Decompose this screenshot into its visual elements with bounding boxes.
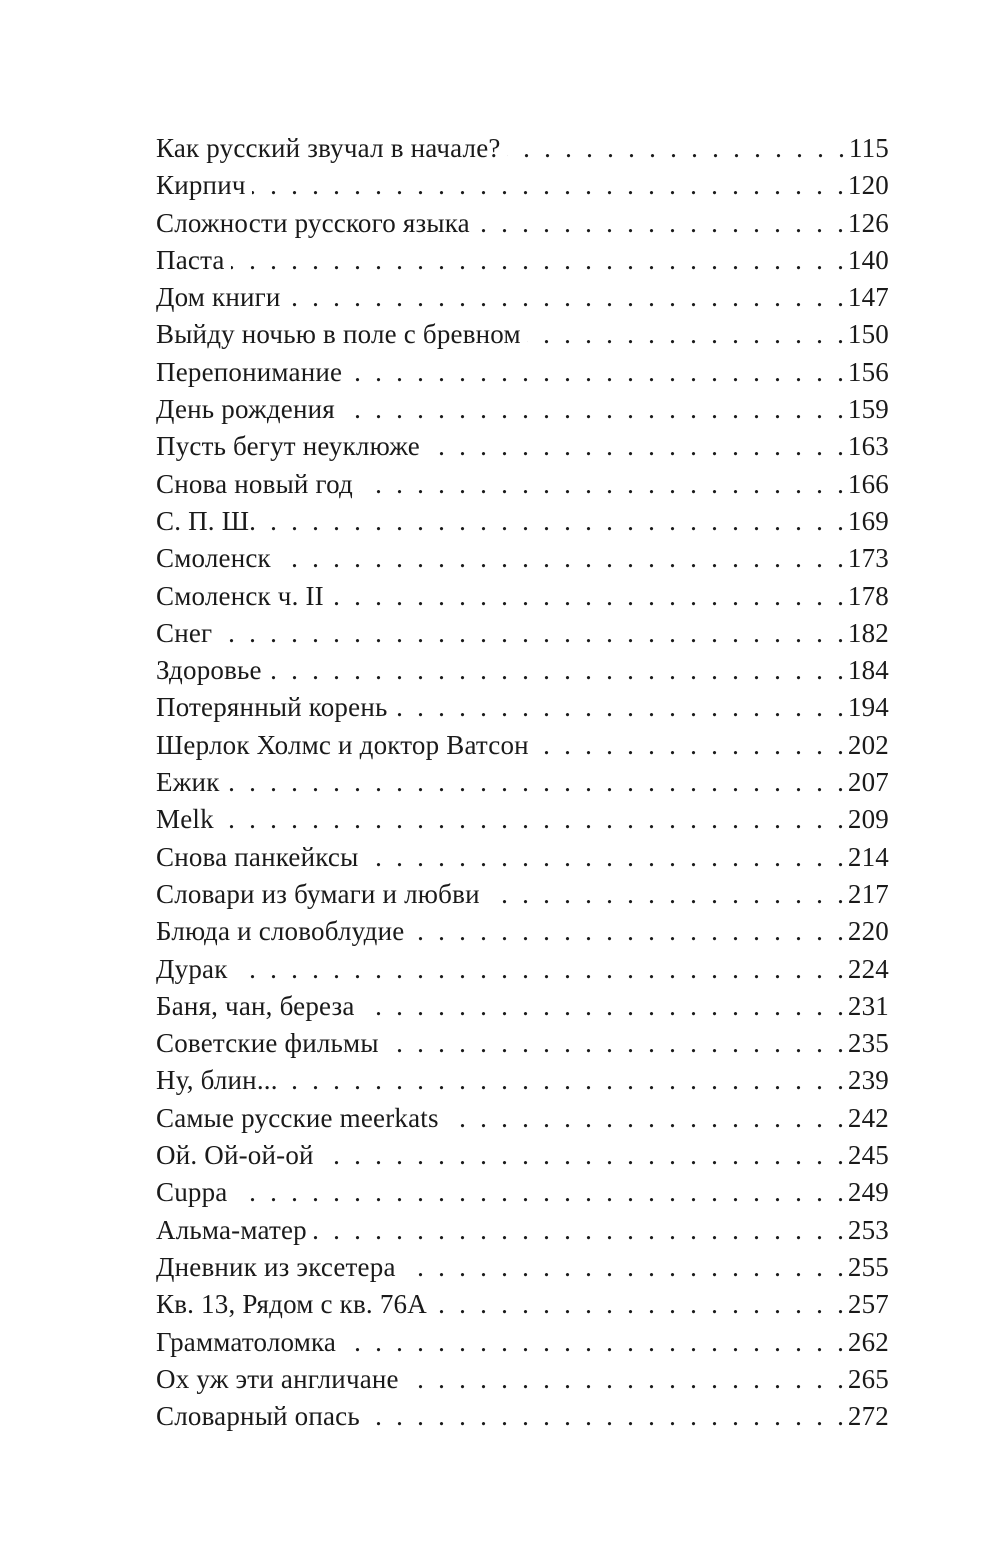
toc-entry[interactable] (156, 1398, 889, 1435)
toc-entry-page: 209 (847, 804, 889, 835)
toc-entry-title: Блюда и словоблудие (156, 916, 405, 947)
dot-leader (234, 1174, 844, 1211)
toc-entry-title: Смоленск ч. II (156, 580, 324, 611)
toc-entry-title: Словарный опась (156, 1401, 360, 1432)
dot-leader (507, 130, 845, 167)
toc-entry-page: 217 (847, 878, 889, 909)
toc-entry[interactable] (156, 615, 889, 652)
toc-entry-page: 272 (847, 1401, 889, 1432)
toc-entry-title: Ежик (156, 767, 220, 798)
toc-entry-page: 242 (847, 1102, 889, 1133)
toc-entry[interactable] (156, 876, 889, 913)
dot-leader (426, 428, 844, 465)
toc-entry-title: Снова панкейксы (156, 841, 359, 872)
toc-entry[interactable] (156, 951, 889, 988)
toc-entry-page: 194 (847, 692, 889, 723)
toc-entry-page: 224 (847, 953, 889, 984)
toc-entry-page: 147 (847, 282, 889, 313)
dot-leader (402, 1249, 844, 1286)
toc-entry-page: 184 (847, 655, 889, 686)
dot-leader (385, 1025, 844, 1062)
toc-entry[interactable] (156, 1174, 889, 1211)
toc-entry-page: 173 (847, 543, 889, 574)
toc-entry[interactable] (156, 652, 889, 689)
toc-entry-title: Смоленск (156, 543, 271, 574)
toc-entry-title: Ну, блин... (156, 1065, 278, 1096)
dot-leader (220, 801, 844, 838)
toc-entry-title: Снег (156, 617, 213, 648)
toc-entry-title: Выйду ночью в поле с бревном (156, 319, 521, 350)
toc-entry-page: 150 (847, 319, 889, 350)
dot-leader (320, 1137, 844, 1174)
toc-entry-title: Ох уж эти англичане (156, 1363, 399, 1394)
dot-leader (410, 913, 843, 950)
dot-leader (287, 279, 844, 316)
toc-entry-title: День рождения (156, 394, 335, 425)
dot-leader (476, 205, 844, 242)
toc-entry-page: 140 (847, 244, 889, 275)
toc-entry-title: Снова новый год (156, 468, 353, 499)
toc-entry-title: Cuppa (156, 1177, 228, 1208)
toc-entry-page: 257 (847, 1289, 889, 1320)
toc-entry-title: Перепонимание (156, 356, 343, 387)
toc-entry-page: 120 (847, 170, 889, 201)
toc-entry-page: 220 (847, 916, 889, 947)
toc-entry-title: Паста (156, 244, 225, 275)
dot-leader (284, 1062, 844, 1099)
dot-leader (433, 1286, 844, 1323)
toc-entry[interactable] (156, 839, 889, 876)
dot-leader (252, 167, 844, 204)
toc-entry-title: Советские фильмы (156, 1028, 379, 1059)
toc-entry[interactable] (156, 167, 889, 204)
toc-entry[interactable] (156, 727, 889, 764)
toc-entry-page: 156 (847, 356, 889, 387)
table-of-contents (156, 130, 889, 1435)
dot-leader (405, 1361, 844, 1398)
toc-entry[interactable] (156, 205, 889, 242)
toc-entry[interactable] (156, 242, 889, 279)
dot-leader (342, 1324, 844, 1361)
dot-leader (393, 689, 843, 726)
toc-entry-page: 202 (847, 729, 889, 760)
dot-leader (361, 988, 844, 1025)
toc-entry-page: 239 (847, 1065, 889, 1096)
toc-entry-title: Кирпич (156, 170, 246, 201)
toc-entry-title: Пусть бегут неуклюже (156, 431, 420, 462)
toc-entry-page: 166 (847, 468, 889, 499)
toc-entry-title: Кв. 13, Рядом с кв. 76А (156, 1289, 427, 1320)
toc-entry-page: 235 (847, 1028, 889, 1059)
toc-entry[interactable] (156, 1062, 889, 1099)
toc-entry[interactable] (156, 1212, 889, 1249)
toc-entry[interactable] (156, 578, 889, 615)
toc-entry-title: Самые русские meerkats (156, 1102, 439, 1133)
toc-entry-page: 245 (847, 1140, 889, 1171)
toc-entry[interactable] (156, 1324, 889, 1361)
toc-entry[interactable] (156, 913, 889, 950)
toc-entry-title: Дурак (156, 953, 228, 984)
dot-leader (313, 1212, 844, 1249)
toc-entry[interactable] (156, 540, 889, 577)
dot-leader (330, 578, 844, 615)
toc-entry[interactable] (156, 1137, 889, 1174)
dot-leader (527, 316, 844, 353)
dot-leader (262, 503, 844, 540)
toc-entry[interactable] (156, 503, 889, 540)
toc-entry-title: Грамматоломка (156, 1326, 337, 1357)
toc-entry-page: 255 (847, 1251, 889, 1282)
toc-entry-title: Словари из бумаги и любви (156, 878, 480, 909)
dot-leader (234, 951, 844, 988)
toc-entry-page: 178 (847, 580, 889, 611)
toc-entry-title: Сложности русского языка (156, 207, 470, 238)
toc-entry-title: Потерянный корень (156, 692, 388, 723)
toc-entry[interactable] (156, 130, 889, 167)
toc-entry-page: 159 (847, 394, 889, 425)
toc-entry-title: Баня, чан, береза (156, 990, 355, 1021)
toc-entry-page: 249 (847, 1177, 889, 1208)
toc-entry-title: Ой. Ой-ой-ой (156, 1140, 314, 1171)
toc-entry-page: 115 (848, 133, 889, 163)
toc-entry-page: 231 (847, 990, 889, 1021)
toc-entry-title: Как русский звучал в начале? (156, 133, 501, 163)
toc-entry-page: 262 (847, 1326, 889, 1357)
toc-entry[interactable] (156, 316, 889, 353)
toc-entry[interactable] (156, 1249, 889, 1286)
toc-entry[interactable] (156, 988, 889, 1025)
dot-leader (366, 1398, 844, 1435)
dot-leader (486, 876, 844, 913)
dot-leader (535, 727, 844, 764)
toc-entry-title: Шерлок Холмс и доктор Ватсон (156, 729, 529, 760)
toc-entry-page: 253 (847, 1214, 889, 1245)
toc-entry-page: 182 (847, 617, 889, 648)
toc-entry-title: Дневник из эксетера (156, 1251, 396, 1282)
toc-entry[interactable] (156, 466, 889, 503)
dot-leader (268, 652, 844, 689)
toc-entry[interactable] (156, 391, 889, 428)
toc-entry-page: 214 (847, 841, 889, 872)
toc-entry-title: Дом книги (156, 282, 281, 313)
dot-leader (364, 839, 843, 876)
toc-entry-page: 126 (847, 207, 889, 238)
toc-entry[interactable] (156, 1025, 889, 1062)
toc-entry-title: Альма-матер (156, 1214, 307, 1245)
toc-entry[interactable] (156, 1286, 889, 1323)
toc-entry[interactable] (156, 428, 889, 465)
dot-leader (341, 391, 844, 428)
toc-entry[interactable] (156, 1361, 889, 1398)
dot-leader (277, 540, 844, 577)
toc-entry[interactable] (156, 1100, 889, 1137)
toc-entry-title: Здоровье (156, 655, 262, 686)
dot-leader (348, 354, 844, 391)
toc-entry-page: 163 (847, 431, 889, 462)
toc-entry-title: С. П. Ш. (156, 505, 257, 536)
toc-entry[interactable] (156, 689, 889, 726)
toc-entry-page: 207 (847, 767, 889, 798)
dot-leader (359, 466, 844, 503)
toc-entry-page: 169 (847, 505, 889, 536)
toc-entry[interactable] (156, 801, 889, 838)
dot-leader (231, 242, 844, 279)
dot-leader (226, 764, 844, 801)
dot-leader (445, 1100, 844, 1137)
toc-entry[interactable] (156, 354, 889, 391)
toc-entry-title: Melk (156, 804, 214, 835)
toc-entry[interactable] (156, 279, 889, 316)
toc-entry-page: 265 (847, 1363, 889, 1394)
dot-leader (218, 615, 844, 652)
toc-entry[interactable] (156, 764, 889, 801)
